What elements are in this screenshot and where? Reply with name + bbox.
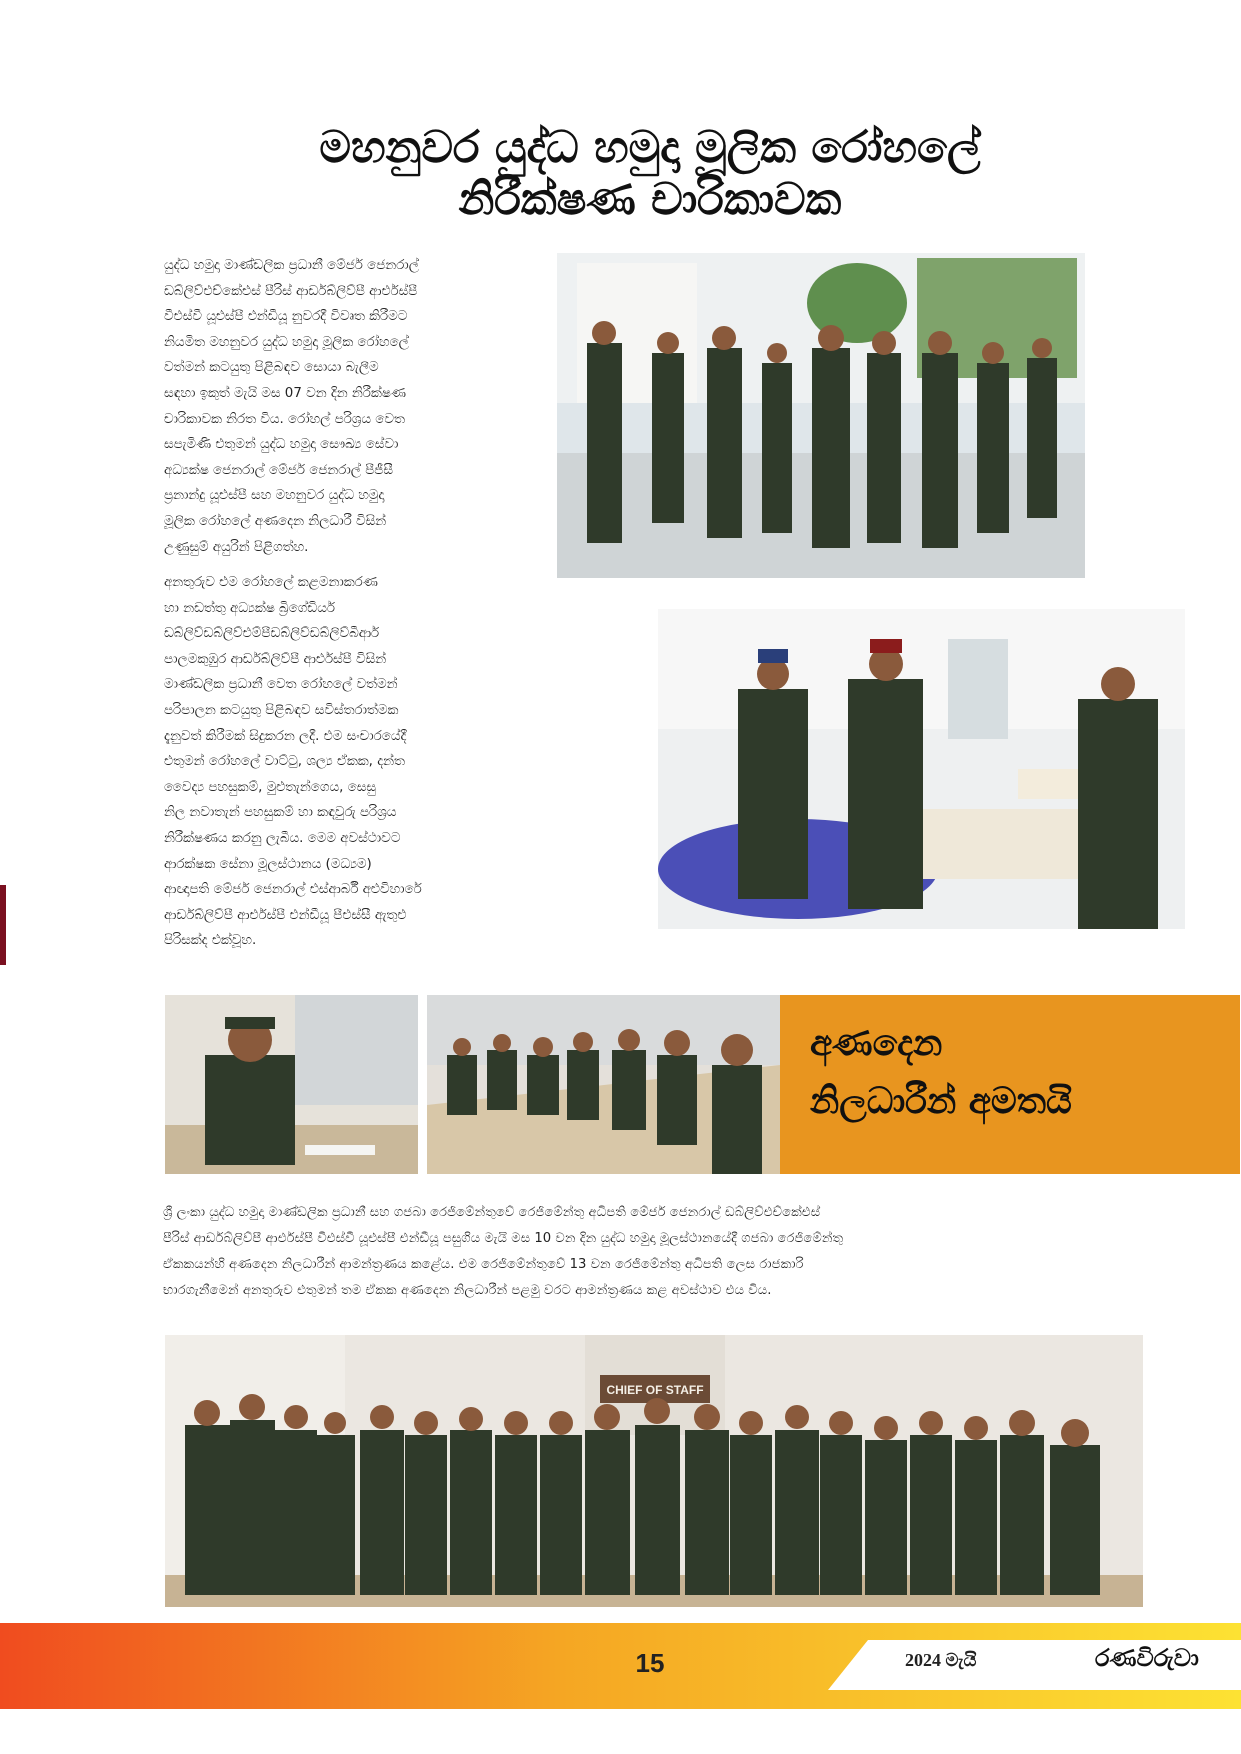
magazine-name: රණවිරුවා — [1095, 1644, 1199, 1672]
page-number: 15 — [635, 1648, 665, 1678]
photo-chief-speaking — [165, 995, 418, 1174]
photo-group — [165, 1335, 1143, 1607]
side-accent-mark — [0, 885, 6, 965]
article-title-line2: නිරීක්ෂණ චාරිකාවක — [458, 174, 842, 225]
photo-dental-unit — [658, 609, 1185, 929]
photo-inspection-outdoor — [557, 253, 1085, 578]
article1-paragraph1: යුද්ධ හමුදා මාණ්ඩලික ප්‍රධානී මේජර් ජෙනරාල් ඩබ්ලිව්එච්කේඑස් පීරිස් ආර්ඩබ්ලිව්පී ආර්එස්පී වීඑස්වී යූඑස්පී එන්ඩීයූ නුවරදී විවෘත කිරීමට නියමිත මහනුවර යුද්ධ හමුදා මූලික රෝහලේ වත්මන් කටයුතු පිළිබඳව සොයා බැලීම සඳහා ඉකුත් මැයි මස 07 වන දින නිරීක්ෂණ චාරිකාවක නිරත විය. රෝහල් පරිශ්‍රය වෙත සපැමිණි එතුමන් යුද්ධ හමුදා සෞඛ්‍ය සේවා අධ්‍යක්ෂ ජෙනරාල් මේජර් ජෙනරාල් පීජීසී ප්‍රනාන්දු යූඑස්පී සහ මහනුවර යුද්ධ හමුදා මූලික රෝහලේ අණදෙන නිලධාරී විසින් උණුසුම් අයුරින් පිළිගත්හ. — [164, 258, 419, 555]
chief-of-staff-sign: CHIEF OF STAFF — [606, 1383, 704, 1397]
heading-box — [780, 995, 1240, 1174]
article-title-line1: මහනුවර යුද්ධ හමුදා මූලික රෝහලේ — [319, 122, 981, 173]
issue-date: 2024 මැයි — [905, 1650, 977, 1670]
photo-commanding-officers-meeting — [427, 995, 780, 1174]
article2-heading: අණදෙන නිලධාරීන් අමතයි — [810, 1023, 1072, 1122]
article2-paragraph: ශ්‍රී ලංකා යුද්ධ හමුදා මාණ්ඩලික ප්‍රධානී සහ ගජබා රෙජිමේන්තුවේ රෙජිමේන්තු අධිපති මේජර් ජෙනරාල් ඩබ්ලිව්එච්කේඑස් පීරිස් ආර්ඩබ්ලිව්පී ආර්එස්පී වීඑස්වී යූඑස්පී එන්ඩීයූ පසුගිය මැයි මස 10 වන දින යුද්ධ හමුදා මූලස්ථානයේදී ගජබා රෙජිමේන්තු ඒකකයන්හි අණදෙන නිලධාරීන් ආමන්ත්‍රණය කළේය. එම රෙජිමේන්තුවේ 13 වන රෙජිමේන්තු අධිපති ලෙස රාජකාරි භාරගැනීමෙන් අනතුරුව එතුමන් තම ඒකක අණදෙන නිලධාරීන් පළමු වරට ආමන්ත්‍රණය කළ අවස්ථාව එය විය. — [163, 1205, 844, 1298]
article1-paragraph2: අනතුරුව එම රෝහලේ කළමනාකරණ හා නඩත්තු අධ්‍යක්ෂ බ්‍රිගේඩියර් ඩබ්ලිව්ඩබ්ලිව්එම්පීඩබ්ලිව්ඩබ්ලිව්බීආර් පාලමකුඹුර ආර්ඩබ්ලිව්පී ආර්එස්පී විසින් මාණ්ඩලික ප්‍රධානී වෙත රෝහලේ වත්මන් පරිපාලන කටයුතු පිළිබඳව සවිස්තරාත්මක දැනුවත් කිරීමක් සිදුකරන ලදී. එම සංචාරයේදී එතුමන් රෝහලේ වාට්ටු, ශල්‍ය ඒකක, දන්ත වෛද්‍ය පහසුකම්, මුළුතැන්ගෙය, සෙසු නිල නවාතැන් පහසුකම් හා කඳවුරු පරිශ්‍රය නිරීක්ෂණය කරනු ලැබීය. මෙම අවස්ථාවට ආරක්ෂක සේනා මූලස්ථානය (මධ්‍යම) ආඥාපති මේජර් ජෙනරාල් එස්ආර්බී අළුවිහාරේ ආර්ඩබ්ලිව්පී ආර්එස්පී එන්ඩීයූ පීඑස්සී ඇතුළු පිරිසක්ද එක්වූහ. — [164, 575, 422, 949]
